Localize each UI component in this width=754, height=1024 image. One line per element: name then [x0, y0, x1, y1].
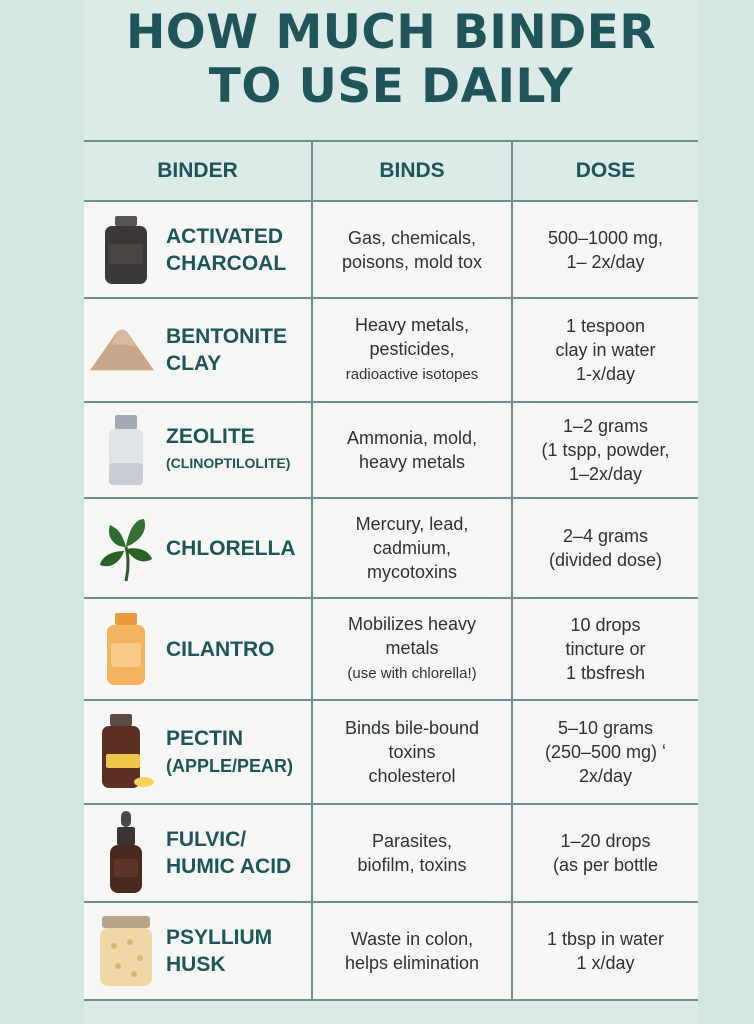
zeolite-jar-icon: [96, 411, 156, 489]
table-row: [84, 805, 698, 903]
dropper-bottle-icon: [96, 814, 156, 892]
binder-name: [166, 323, 287, 377]
dose-text: 5–10 grams (250–500 mg) ʻ 2x/day: [544, 718, 667, 786]
table-row: [84, 701, 698, 805]
binds-text-main: Heavy metals, pesticides,: [354, 315, 470, 359]
binds-text: Gas, chemicals, poisons, mold tox: [341, 227, 483, 272]
psyllium-jar-icon: [96, 912, 156, 990]
binder-name: [166, 535, 296, 562]
dose-cell: [513, 299, 698, 401]
binds-text: Parasites, biofilm, toxins: [357, 831, 467, 875]
binder-name-line1: CILANTRO: [166, 637, 275, 661]
binder-table: [84, 140, 698, 1001]
binder-cell: [84, 599, 313, 699]
binder-name-line2: (CLINOPTILOLITE): [166, 455, 291, 471]
binder-name-line1: CHLORELLA: [166, 536, 296, 560]
header-binds: BINDS: [313, 142, 513, 200]
dose-cell: [513, 499, 698, 597]
binds-text: Ammonia, mold, heavy metals: [346, 428, 478, 472]
binder-cell: [84, 499, 313, 597]
binder-name: [166, 826, 291, 880]
binds-cell: [313, 903, 513, 999]
dose-text: 2–4 grams (divided dose): [548, 526, 663, 570]
binder-name-line2: CLAY: [166, 352, 222, 375]
dose-text: 500–1000 mg, 1– 2x/day: [547, 227, 664, 272]
clay-pile-icon: [96, 311, 156, 389]
binder-cell: [84, 701, 313, 803]
dose-text: 1 tbsp in water 1 x/day: [546, 929, 665, 973]
table-row: [84, 599, 698, 701]
binds-text: [346, 313, 479, 387]
pectin-bottle-icon: [96, 713, 156, 791]
dose-text: 10 drops tincture or 1 tbsfresh: [565, 615, 646, 683]
binds-text: Mercury, lead, cadmium, mycotoxins: [355, 514, 469, 582]
dose-cell: [513, 903, 698, 999]
binder-name-line2: HUMIC ACID: [166, 855, 292, 878]
cilantro-jar-icon: [96, 610, 156, 688]
binds-text-note: (use with chlorella!): [347, 665, 477, 682]
leaf-icon: [96, 509, 156, 587]
table-header-row: [84, 142, 698, 202]
binder-name-line2: CHARCOAL: [166, 251, 287, 275]
header-binder: BINDER: [84, 142, 313, 200]
binds-cell: [313, 403, 513, 497]
binder-name-line1: ACTIVATED: [166, 224, 284, 248]
dose-cell: [513, 202, 698, 297]
binder-cell: [84, 805, 313, 901]
table-row: [84, 403, 698, 499]
charcoal-jar-icon: [96, 211, 156, 289]
binder-name: [166, 423, 290, 477]
binds-text: [347, 612, 476, 686]
binds-cell: [313, 805, 513, 901]
header-dose: DOSE: [575, 159, 636, 182]
dose-cell: [513, 599, 698, 699]
binder-name-line1: BENTONITE: [166, 325, 287, 348]
binder-name-line1: FULVIC/: [166, 828, 247, 851]
binds-cell: [313, 599, 513, 699]
binds-cell: [313, 202, 513, 297]
binder-name-line2: HUSK: [166, 953, 226, 976]
binder-cell: [84, 299, 313, 401]
binds-text-note: radioactive isotopes: [345, 366, 479, 383]
binder-name: [166, 725, 293, 780]
binder-name: [166, 636, 275, 663]
title-line-2: TO USE DAILY: [208, 59, 574, 114]
table-row: [84, 202, 698, 299]
binder-cell: [84, 403, 313, 497]
binder-cell: [84, 903, 313, 999]
dose-text: 1 tespoon clay in water 1-x/day: [555, 316, 656, 384]
binder-name-line1: PECTIN: [166, 726, 244, 750]
dose-cell: [513, 701, 698, 803]
dose-cell: [513, 805, 698, 901]
dose-cell: [513, 403, 698, 497]
binds-cell: [313, 701, 513, 803]
table-row: [84, 299, 698, 403]
binds-text: Waste in colon, helps elimination: [344, 929, 480, 973]
binds-text-main: Mobilizes heavy metals: [347, 614, 477, 658]
table-row: [84, 499, 698, 599]
binder-name: [166, 924, 272, 978]
page-title: [84, 6, 698, 114]
binds-text: Binds bile-bound toxins cholesterol: [344, 718, 480, 786]
binds-cell: [313, 299, 513, 401]
binder-cell: [84, 202, 313, 297]
dose-text: 1–2 grams (1 tspp, powder, 1–2x/day: [541, 416, 670, 484]
binder-name-line1: PSYLLIUM: [166, 926, 273, 949]
table-row: [84, 903, 698, 999]
title-line-1: HOW MUCH BINDER: [125, 5, 657, 60]
binder-name-line1: ZEOLITE: [166, 425, 255, 448]
binder-name-line2: (APPLE/PEAR): [166, 755, 294, 776]
binds-cell: [313, 499, 513, 597]
binder-name: [166, 223, 286, 277]
dose-text: 1–20 drops (as per bottle: [552, 831, 659, 875]
